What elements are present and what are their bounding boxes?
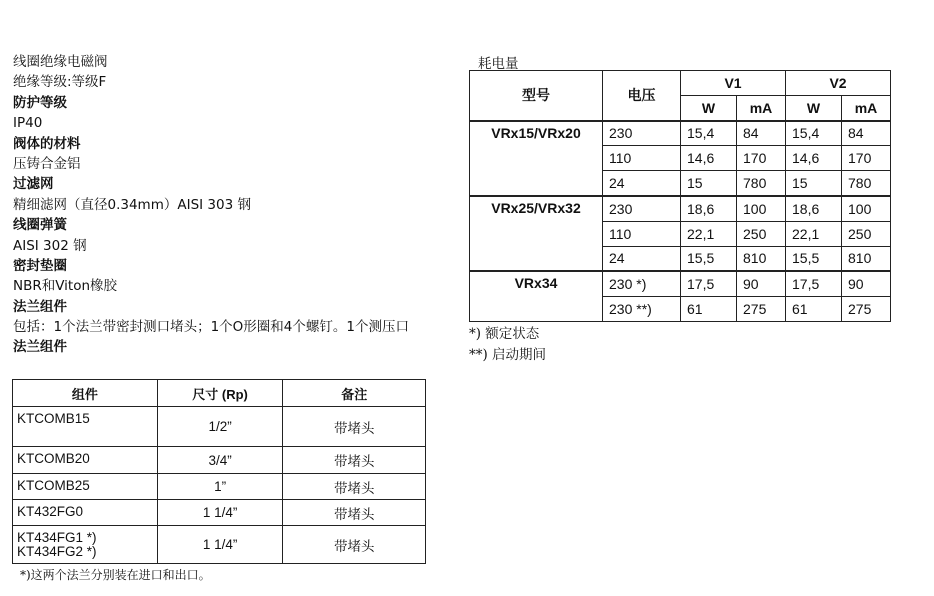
w2-cell: 15,5 [786, 246, 842, 271]
protection-heading: 防护等级 [13, 94, 67, 111]
ma1-cell: 100 [737, 196, 786, 221]
voltage-cell: 230 [603, 196, 681, 221]
kit-name [13, 526, 158, 564]
table-row [13, 474, 426, 500]
footnote-rated: *) 额定状态 [469, 326, 540, 342]
voltage-cell: 230 [603, 121, 681, 146]
kit-note: 带堵头 [283, 474, 426, 500]
kit-name-line2: KT434FG2 *) [17, 544, 97, 559]
body-material-heading: 阀体的材料 [13, 135, 81, 152]
w1-cell: 18,6 [681, 196, 737, 221]
w1-cell: 17,5 [681, 271, 737, 296]
w2-cell: 61 [786, 297, 842, 322]
column-header-w: W [681, 95, 737, 120]
solenoid-insulation: 线圈绝缘电磁阀 [13, 54, 108, 70]
kit-note: 带堵头 [283, 526, 426, 564]
w1-cell: 61 [681, 297, 737, 322]
column-header-ma: mA [842, 95, 891, 120]
protection-value: IP40 [13, 115, 43, 132]
kit-name: KTCOMB20 [13, 447, 158, 474]
column-header-model: 型号 [470, 71, 603, 121]
specifications [13, 52, 423, 358]
ma2-cell: 90 [842, 271, 891, 296]
flange-heading: 法兰组件 [13, 298, 67, 315]
model-cell: VRx34 [470, 271, 603, 321]
w1-cell: 22,1 [681, 221, 737, 246]
ma1-cell: 780 [737, 171, 786, 196]
w2-cell: 14,6 [786, 146, 842, 171]
column-header-v2: V2 [786, 71, 891, 96]
ma2-cell: 275 [842, 297, 891, 322]
ma2-cell: 250 [842, 221, 891, 246]
voltage-cell: 230 **) [603, 297, 681, 322]
column-header-component: 组件 [13, 380, 158, 407]
table-header-row [13, 380, 426, 407]
kit-heading: 法兰组件 [13, 339, 67, 356]
spring-heading: 线圈弹簧 [13, 217, 67, 234]
column-header-note: 备注 [283, 380, 426, 407]
voltage-cell: 24 [603, 246, 681, 271]
power-footnotes [469, 324, 546, 366]
filter-heading: 过滤网 [13, 176, 54, 193]
ma2-cell: 84 [842, 121, 891, 146]
kit-size: 1 1/4” [157, 500, 283, 526]
ma1-cell: 275 [737, 297, 786, 322]
filter-value: 精细滤网（直径0.34mm）AISI 303 钢 [13, 196, 251, 213]
voltage-cell: 110 [603, 221, 681, 246]
w1-cell: 15,4 [681, 121, 737, 146]
ma2-cell: 100 [842, 196, 891, 221]
ma1-cell: 810 [737, 246, 786, 271]
w2-cell: 15,4 [786, 121, 842, 146]
voltage-cell: 110 [603, 146, 681, 171]
voltage-cell: 24 [603, 171, 681, 196]
w2-cell: 15 [786, 171, 842, 196]
column-header-ma: mA [737, 95, 786, 120]
seal-heading: 密封垫圈 [13, 258, 67, 275]
column-header-w: W [786, 95, 842, 120]
kit-note: 带堵头 [283, 447, 426, 474]
kit-name: KTCOMB15 [13, 407, 158, 447]
voltage-cell: 230 *) [603, 271, 681, 296]
table-row [13, 500, 426, 526]
ma2-cell: 170 [842, 146, 891, 171]
column-header-v1: V1 [681, 71, 786, 96]
ma1-cell: 250 [737, 221, 786, 246]
model-cell: VRx15/VRx20 [470, 121, 603, 196]
kit-note: 带堵头 [283, 407, 426, 447]
table-row [470, 121, 891, 146]
column-header-voltage: 电压 [603, 71, 681, 121]
w2-cell: 22,1 [786, 221, 842, 246]
body-material-value: 压铸合金铝 [13, 156, 81, 173]
kit-name-line1: KT434FG1 *) [17, 530, 97, 545]
model-cell: VRx25/VRx32 [470, 196, 603, 271]
table-row [13, 447, 426, 474]
power-title: 耗电量 [478, 56, 519, 72]
kit-footnote: *)这两个法兰分别装在进口和出口。 [20, 568, 211, 582]
power-table [469, 70, 891, 322]
table-row [13, 526, 426, 564]
ma1-cell: 90 [737, 271, 786, 296]
table-row [470, 196, 891, 221]
table-header-row [470, 71, 891, 96]
kit-note: 带堵头 [283, 500, 426, 526]
flange-value: 包括：1个法兰带密封测口堵头；1个O形圈和4个螺钉。1个测压口 [13, 319, 409, 336]
flange-kit-table [12, 379, 426, 564]
footnote-startup: **) 启动期间 [469, 347, 547, 363]
seal-value: NBR和Viton橡胶 [13, 278, 118, 295]
w1-cell: 15,5 [681, 246, 737, 271]
spring-value: AISI 302 钢 [13, 237, 87, 254]
kit-size: 1” [157, 474, 283, 500]
table-row [470, 271, 891, 296]
column-header-size: 尺寸 (Rp) [157, 380, 283, 407]
kit-name: KTCOMB25 [13, 474, 158, 500]
ma2-cell: 780 [842, 171, 891, 196]
ma1-cell: 84 [737, 121, 786, 146]
table-row [13, 407, 426, 447]
kit-size: 3/4” [157, 447, 283, 474]
kit-size: 1 1/4” [157, 526, 283, 564]
kit-size: 1/2” [157, 407, 283, 447]
insulation-class: 绝缘等级:等级F [13, 74, 107, 91]
ma2-cell: 810 [842, 246, 891, 271]
ma1-cell: 170 [737, 146, 786, 171]
w2-cell: 17,5 [786, 271, 842, 296]
w2-cell: 18,6 [786, 196, 842, 221]
kit-name: KT432FG0 [13, 500, 158, 526]
w1-cell: 14,6 [681, 146, 737, 171]
w1-cell: 15 [681, 171, 737, 196]
